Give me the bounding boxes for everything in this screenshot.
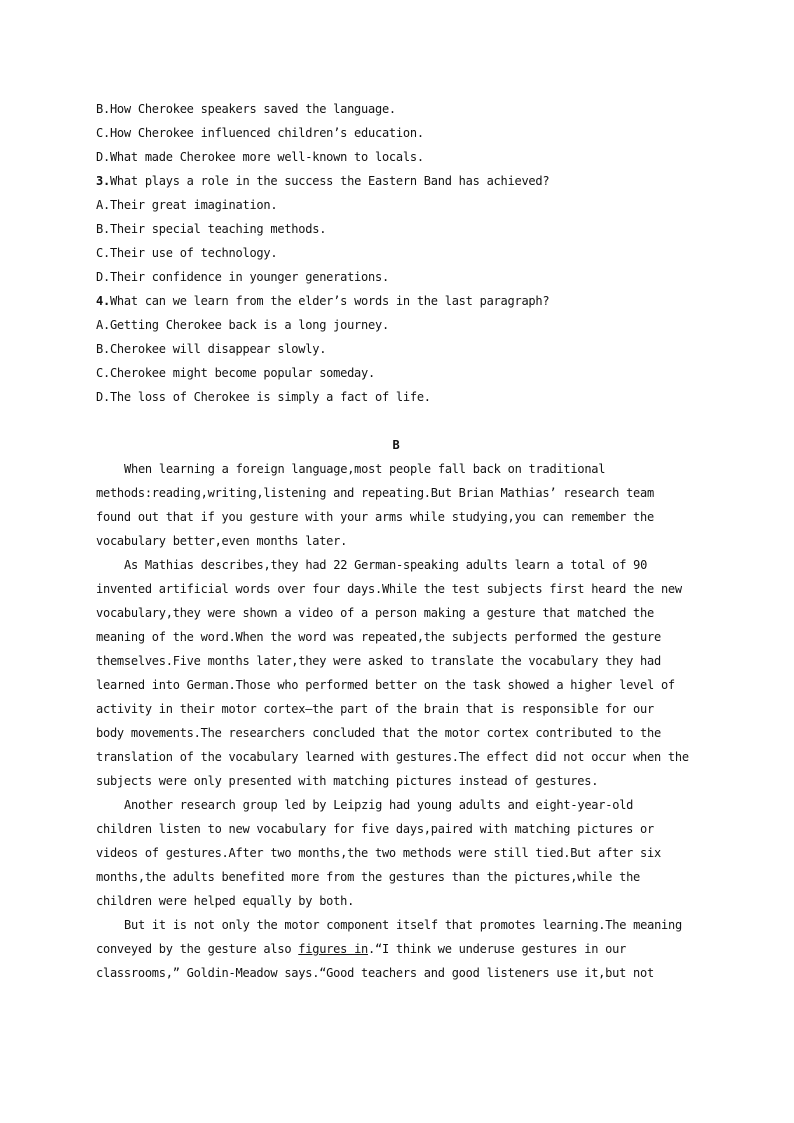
option-line: C.Cherokee might become popular someday. [96, 366, 375, 380]
paragraph-line: children listen to new vocabulary for five days,paired with matching pictures or [96, 822, 654, 836]
option-line: C.Their use of technology. [96, 246, 278, 260]
question-number: 3. [96, 174, 110, 188]
paragraph-1 [96, 457, 696, 553]
paragraph-line [96, 937, 696, 961]
paragraph-3 [96, 793, 696, 913]
question-number: 4. [96, 294, 110, 308]
text-span: conveyed by the gesture also [96, 942, 299, 956]
paragraph-line: classrooms,” Goldin-Meadow says.“Good teachers and good listeners use it,but not [96, 966, 654, 980]
text-span: .“I think we underuse gestures in our [368, 942, 627, 956]
paragraph-line: vocabulary,they were shown a video of a person making a gesture that matched the [96, 606, 654, 620]
option-line: B.How Cherokee speakers saved the language. [96, 102, 396, 116]
option-line: D.The loss of Cherokee is simply a fact of life. [96, 390, 431, 404]
paragraph-line: subjects were only presented with matching pictures instead of gestures. [96, 774, 599, 788]
option-line: A.Getting Cherokee back is a long journey. [96, 318, 389, 332]
paragraph-line: activity in their motor cortex—the part of the brain that is responsible for our [96, 702, 654, 716]
paragraph-line: translation of the vocabulary learned with gestures.The effect did not occur when the [96, 750, 689, 764]
option-line: C.How Cherokee influenced children’s education. [96, 126, 424, 140]
paragraph-line: invented artificial words over four days.While the test subjects first heard the new [96, 582, 682, 596]
paragraph-line: learned into German.Those who performed better on the task showed a higher level of [96, 678, 675, 692]
section-title: B [392, 438, 400, 452]
paragraph-line: body movements.The researchers concluded that the motor cortex contributed to the [96, 726, 661, 740]
question-4 [96, 289, 696, 313]
option-line: B.Cherokee will disappear slowly. [96, 342, 327, 356]
paragraph-line: methods:reading,writing,listening and repeating.But Brian Mathias’ research team [96, 486, 654, 500]
paragraph-4 [96, 913, 696, 985]
paragraph-line: themselves.Five months later,they were asked to translate the vocabulary they had [96, 654, 661, 668]
paragraph-line: Another research group led by Leipzig had young adults and eight-year-old [124, 798, 634, 812]
paragraph-line: found out that if you gesture with your arms while studying,you can remember the [96, 510, 654, 524]
paragraph-2 [96, 553, 696, 793]
question-3 [96, 169, 696, 193]
paragraph-line: vocabulary better,even months later. [96, 534, 348, 548]
paragraph-line: But it is not only the motor component itself that promotes learning.The meaning [124, 918, 682, 932]
paragraph-line: months,the adults benefited more from the gestures than the pictures,while the [96, 870, 641, 884]
question-text: What plays a role in the success the Eastern Band has achieved? [109, 174, 550, 188]
paragraph-line: children were helped equally by both. [96, 894, 355, 908]
option-line: D.What made Cherokee more well-known to locals. [96, 150, 424, 164]
document-page [96, 97, 696, 985]
underlined-phrase: figures in [298, 942, 369, 956]
paragraph-line: videos of gestures.After two months,the two methods were still tied.But after six [96, 846, 661, 860]
question-text: What can we learn from the elder’s words in the last paragraph? [109, 294, 550, 308]
option-line: A.Their great imagination. [96, 198, 278, 212]
paragraph-line: As Mathias describes,they had 22 German-speaking adults learn a total of 90 [124, 558, 648, 572]
paragraph-line: meaning of the word.When the word was repeated,the subjects performed the gesture [96, 630, 661, 644]
option-line: D.Their confidence in younger generations. [96, 270, 389, 284]
paragraph-line: When learning a foreign language,most people fall back on traditional [124, 462, 606, 476]
option-line: B.Their special teaching methods. [96, 222, 327, 236]
